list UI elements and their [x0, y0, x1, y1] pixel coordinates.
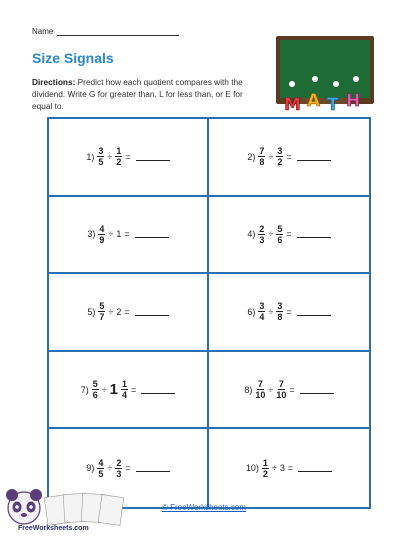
worksheet-title: Size Signals	[32, 50, 114, 66]
problem-number: 10)	[245, 463, 259, 474]
equals-sign: =	[131, 384, 137, 395]
dividend-fraction: $\frac{7}{8}$	[259, 146, 265, 168]
divide-sign: ÷	[268, 151, 274, 162]
dividend-fraction: $\frac{1}{2}$	[262, 457, 268, 479]
divide-sign: ÷	[268, 229, 274, 240]
directions	[32, 76, 262, 112]
math-letter-t: T	[327, 95, 339, 114]
problem-cell-4	[209, 197, 369, 275]
answer-blank[interactable]	[136, 464, 170, 472]
answer-blank[interactable]	[141, 386, 175, 394]
problem-cell-10	[209, 429, 369, 507]
dividend-fraction: $\frac{5}{7}$	[99, 301, 105, 323]
equals-sign: =	[287, 463, 294, 474]
divisor-fraction: $\frac{5}{6}$	[277, 223, 283, 245]
answer-blank[interactable]	[297, 230, 331, 238]
dividend-fraction: $\frac{3}{5}$	[98, 146, 104, 168]
divide-sign: ÷	[107, 463, 113, 474]
problem-number: 5)	[87, 306, 96, 317]
equals-sign: =	[286, 151, 292, 162]
divide-sign: ÷	[268, 384, 274, 395]
problem-cell-6	[209, 274, 369, 352]
problem-cell-8	[209, 352, 369, 430]
divide-sign: ÷	[268, 306, 274, 317]
equals-sign: =	[124, 306, 130, 317]
divide-sign: ÷	[108, 229, 114, 240]
answer-blank[interactable]	[297, 153, 331, 161]
dividend-fraction: $\frac{5}{6}$	[92, 379, 98, 401]
problem-cell-7	[49, 352, 209, 430]
problem-number: 9)	[86, 463, 95, 474]
answer-blank[interactable]	[135, 230, 169, 238]
equals-sign: =	[286, 306, 292, 317]
problem-number: 8)	[244, 384, 253, 395]
dividend-fraction: $\frac{4}{9}$	[99, 223, 105, 245]
divide-sign: ÷	[108, 306, 114, 317]
directions-label: Directions:	[32, 77, 76, 87]
name-label: Name	[32, 27, 54, 36]
problem-number: 4)	[247, 229, 256, 240]
chalkboard-math-illustration	[270, 34, 378, 114]
divisor-whole-part: 1	[109, 381, 119, 399]
answer-blank[interactable]	[135, 308, 169, 316]
math-letter-a: A	[307, 91, 321, 111]
answer-blank[interactable]	[297, 308, 331, 316]
problem-number: 6)	[247, 306, 256, 317]
divisor-fraction: $\frac{3}{8}$	[277, 301, 283, 323]
problem-cell-2	[209, 119, 369, 197]
dividend-fraction: $\frac{7}{10}$	[255, 379, 266, 401]
footer-link[interactable]: © FreeWorksheets.com	[162, 503, 246, 512]
problem-cell-3	[49, 197, 209, 275]
divisor-fraction: $\frac{2}{3}$	[116, 457, 122, 479]
divisor-integer: 1	[116, 229, 122, 240]
answer-blank[interactable]	[136, 153, 170, 161]
answer-blank[interactable]	[300, 386, 334, 394]
math-letter-m: M	[284, 95, 301, 114]
logo-wordmark: FreeWorksheets.com	[18, 525, 89, 532]
divisor-fraction: $\frac{3}{2}$	[277, 146, 283, 168]
divide-sign: ÷	[101, 384, 107, 395]
equals-sign: =	[289, 384, 295, 395]
divisor-integer: 2	[116, 306, 122, 317]
problem-number: 2)	[247, 151, 256, 162]
name-field	[32, 27, 179, 36]
equals-sign: =	[125, 463, 131, 474]
equals-sign: =	[125, 151, 131, 162]
problem-grid	[47, 117, 371, 509]
divide-sign: ÷	[107, 151, 113, 162]
divisor-fraction: $\frac{1}{4}$	[122, 379, 128, 401]
problem-cell-5	[49, 274, 209, 352]
dividend-fraction: $\frac{2}{3}$	[259, 223, 265, 245]
divisor-integer: 3	[279, 463, 285, 474]
equals-sign: =	[124, 229, 130, 240]
directions-text: Predict how each quotient compares with the dividend. Write G for greater than, L for less than, or E for equal to.	[32, 77, 243, 111]
problem-cell-1	[49, 119, 209, 197]
equals-sign: =	[286, 229, 292, 240]
problem-number: 3)	[87, 229, 96, 240]
math-letter-h: H	[346, 91, 361, 111]
answer-blank[interactable]	[298, 464, 332, 472]
name-line[interactable]	[57, 28, 179, 36]
problem-number: 7)	[80, 384, 89, 395]
problem-number: 1)	[86, 151, 95, 162]
divisor-fraction: $\frac{1}{2}$	[116, 146, 122, 168]
dividend-fraction: $\frac{4}{5}$	[98, 457, 104, 479]
divide-sign: ÷	[271, 463, 277, 474]
dividend-fraction: $\frac{3}{4}$	[259, 301, 265, 323]
divisor-fraction: $\frac{7}{10}$	[276, 379, 287, 401]
